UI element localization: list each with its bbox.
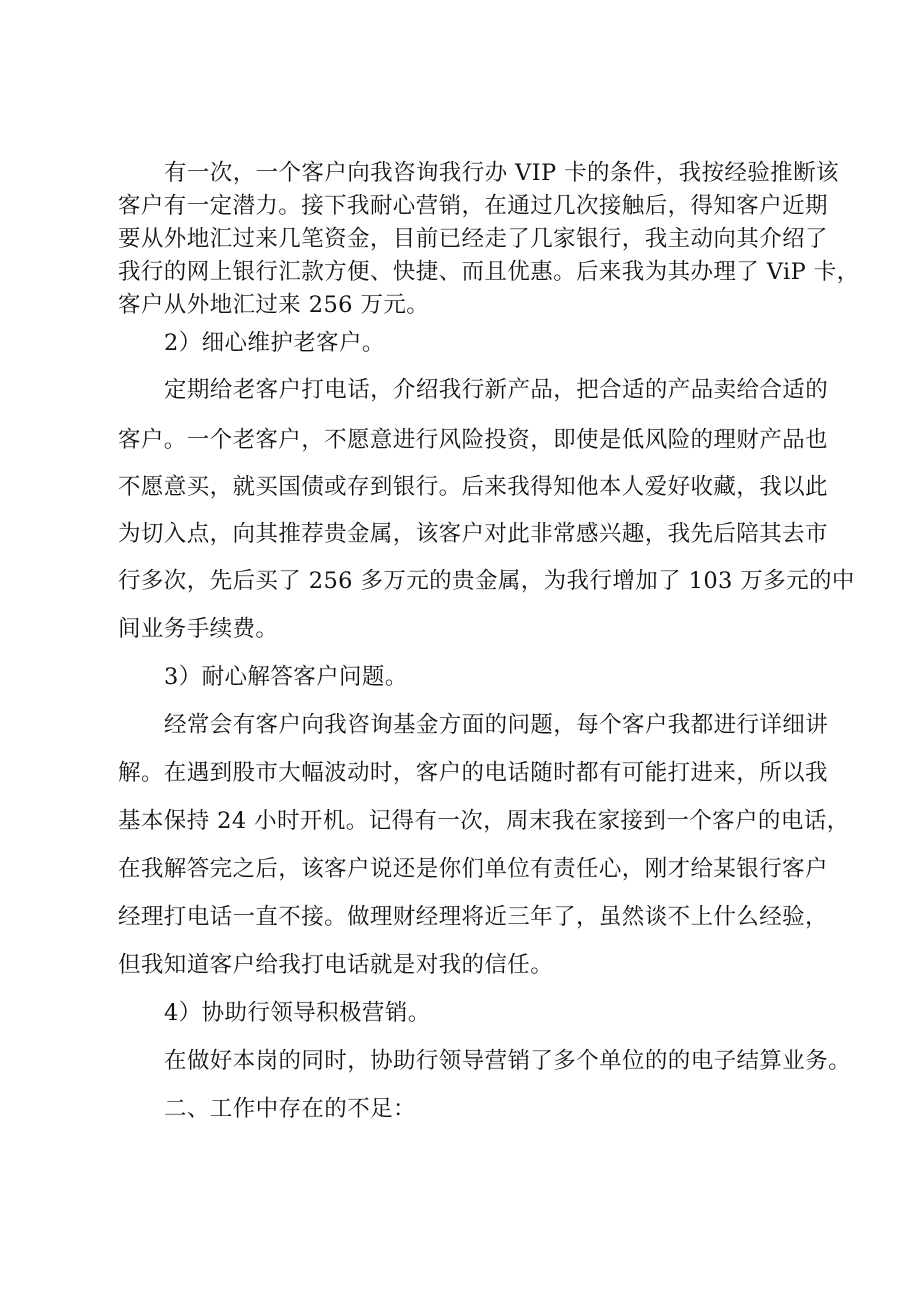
- paragraph-line: 基本保持 24 小时开机。记得有一次，周末我在家接到一个客户的电话，: [118, 808, 850, 834]
- paragraph-line: 为切入点，向其推荐贵金属，该客户对此非常感兴趣，我先后陪其去市: [118, 521, 828, 547]
- paragraph-line: 定期给老客户打电话，介绍我行新产品，把合适的产品卖给合适的: [164, 377, 829, 403]
- paragraph-line: 行多次，先后买了 256 多万元的贵金属，为我行增加了 103 万多元的中: [118, 568, 855, 594]
- paragraph-line: 经常会有客户向我咨询基金方面的问题，每个客户我都进行详细讲: [164, 712, 829, 738]
- paragraph-line: 要从外地汇过来几笔资金，目前已经走了几家银行，我主动向其介绍了: [118, 226, 828, 252]
- paragraph-line: 解。在遇到股市大幅波动时，客户的电话随时都有可能打进来，所以我: [118, 760, 828, 786]
- paragraph-assist-leaders: 在做好本岗的同时，协助行领导营销了多个单位的的电子结算业务。: [164, 1048, 852, 1074]
- heading-answer-questions: 3）耐心解答客户问题。: [164, 664, 408, 690]
- paragraph-line: 客户从外地汇过来 256 万元。: [118, 292, 430, 318]
- paragraph-line: 客户。一个老客户，不愿意进行风险投资，即使是低风险的理财产品也: [118, 427, 828, 453]
- paragraph-line: 有一次，一个客户向我咨询我行办 VIP 卡的条件，我按经验推断该: [164, 160, 839, 186]
- paragraph-line: 但我知道客户给我打电话就是对我的信任。: [118, 952, 554, 978]
- section-heading-shortcomings: 二、工作中存在的不足：: [164, 1096, 416, 1122]
- heading-assist-leaders: 4）协助行领导积极营销。: [164, 1000, 431, 1026]
- heading-maintain-old-customers: 2）细心维护老客户。: [164, 330, 385, 356]
- paragraph-line: 不愿意买，就买国债或存到银行。后来我得知他本人爱好收藏，我以此: [118, 474, 828, 500]
- paragraph-line: 间业务手续费。: [118, 616, 279, 642]
- paragraph-line: 客户有一定潜力。接下我耐心营销，在通过几次接触后，得知客户近期: [118, 193, 828, 219]
- paragraph-line: 在我解答完之后，该客户说还是你们单位有责任心，刚才给某银行客户: [118, 856, 828, 882]
- paragraph-line: 我行的网上银行汇款方便、快捷、而且优惠。后来我为其办理了 ViP 卡，: [118, 259, 860, 285]
- paragraph-line: 经理打电话一直不接。做理财经理将近三年了，虽然谈不上什么经验，: [118, 904, 828, 930]
